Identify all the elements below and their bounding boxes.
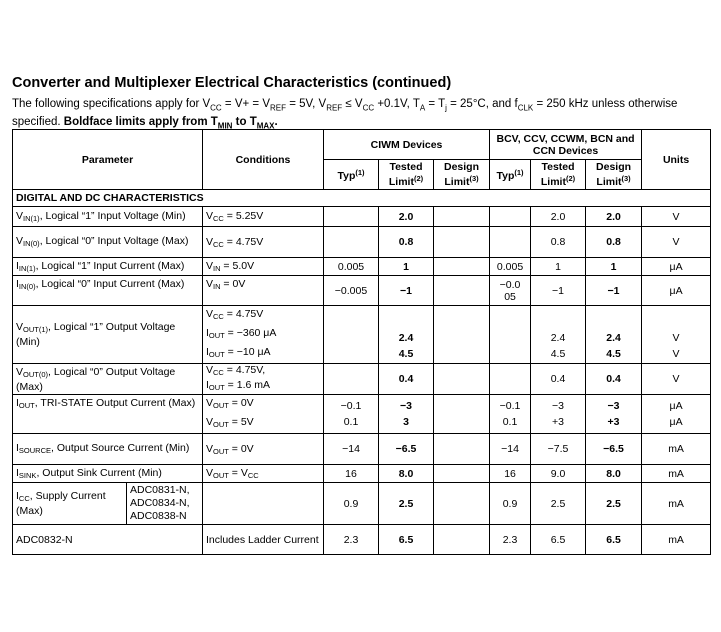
table-cell: 0.4 — [586, 364, 642, 395]
cond-iout: $V_{OUT} = 0V$ $V_{OUT} = 5V$ — [203, 395, 324, 434]
table-row — [13, 483, 711, 525]
table-cell — [434, 483, 490, 525]
param-vin1: $V_{IN(1)}$, Logical “1” Input Voltage (Min) — [13, 207, 203, 227]
table-cell: mA — [642, 525, 711, 555]
param-isource: $I_{SOURCE}$, Output Source Current (Min) — [13, 434, 203, 465]
table-row — [13, 258, 711, 276]
table-cell: mA — [642, 483, 711, 525]
table-cell: 0.005 — [490, 258, 531, 276]
table-row — [13, 434, 711, 465]
cond-vout0: $V_{CC} = 4.75V$, $I_{OUT} = 1.6$ mA — [203, 364, 324, 395]
table-cell — [324, 306, 379, 364]
table-cell: 2.0 — [586, 207, 642, 227]
table-cell: μA μA — [642, 395, 711, 434]
table-cell — [434, 306, 490, 364]
header-bcv-devices: BCV, CCV, CCWM, BCN and CCN Devices — [490, 130, 642, 160]
table-row — [13, 525, 711, 555]
spec-table — [12, 129, 711, 555]
table-cell: 6.5 — [379, 525, 434, 555]
table-row — [13, 207, 711, 227]
header-bcv-tested: Tested Limit$^{(2)}$ — [531, 160, 586, 190]
table-cell: 1 — [586, 258, 642, 276]
table-cell: 0.8 — [379, 227, 434, 258]
table-cell — [434, 525, 490, 555]
table-cell — [434, 395, 490, 434]
table-cell — [490, 207, 531, 227]
table-cell: 0.8 — [531, 227, 586, 258]
section-heading: DIGITAL AND DC CHARACTERISTICS — [13, 190, 711, 207]
param-adc0832: ADC0832-N — [13, 525, 203, 555]
page-title: Converter and Multiplexer Electrical Characteristics (continued) — [12, 75, 452, 91]
table-cell: −0.005 — [490, 276, 531, 306]
table-cell — [434, 434, 490, 465]
param-isink: $I_{SINK}$, Output Sink Current (Min) — [13, 465, 203, 483]
cond-vin0: $V_{CC} = 4.75V$ — [203, 227, 324, 258]
table-cell — [434, 465, 490, 483]
table-cell: 8.0 — [379, 465, 434, 483]
table-cell: 2.4 4.5 — [531, 306, 586, 364]
cond-isource: $V_{OUT} = 0V$ — [203, 434, 324, 465]
table-cell — [490, 227, 531, 258]
table-cell: 8.0 — [586, 465, 642, 483]
table-cell: 16 — [324, 465, 379, 483]
table-cell: −6.5 — [586, 434, 642, 465]
table-cell: 9.0 — [531, 465, 586, 483]
header-parameter: Parameter — [13, 130, 203, 190]
table-cell: μA — [642, 276, 711, 306]
table-cell: 6.5 — [586, 525, 642, 555]
param-vin0: $V_{IN(0)}$, Logical “0” Input Voltage (Max) — [13, 227, 203, 258]
table-cell: −1 — [586, 276, 642, 306]
table-cell: 1 — [531, 258, 586, 276]
table-cell: V — [642, 227, 711, 258]
table-cell: 2.5 — [379, 483, 434, 525]
param-vout1: $V_{OUT(1)}$, Logical “1” Output Voltage (Min) — [13, 306, 203, 364]
table-cell: −7.5 — [531, 434, 586, 465]
table-cell: −3 +3 — [586, 395, 642, 434]
cond-vin1: $V_{CC} = 5.25V$ — [203, 207, 324, 227]
table-cell: 2.0 — [379, 207, 434, 227]
header-units: Units — [642, 130, 711, 190]
table-cell: 0.9 — [490, 483, 531, 525]
intro-paragraph: The following specifications apply for $V_{CC} = V+ = V_{REF} = 5V$, $V_{REF} \le V_{CC} +0.1V$, $T_A = T_j = 25^\circ C$, and $f_{CLK} = 250$ kHz unless otherwise specified. Boldface limits apply from $T_{MIN}$ to $T_{MAX}$. — [12, 98, 678, 131]
table-cell: −3 3 — [379, 395, 434, 434]
table-cell: 2.4 4.5 — [586, 306, 642, 364]
table-cell: V — [642, 364, 711, 395]
table-cell — [490, 306, 531, 364]
table-cell: −1 — [379, 276, 434, 306]
table-cell: −14 — [324, 434, 379, 465]
table-cell: 2.3 — [490, 525, 531, 555]
table-cell: 16 — [490, 465, 531, 483]
param-iin0: $I_{IN(0)}$, Logical “0” Input Current (Max) — [13, 276, 203, 306]
table-cell: 0.8 — [586, 227, 642, 258]
table-row — [13, 306, 711, 364]
table-row — [13, 465, 711, 483]
cond-iin1: $V_{IN} = 5.0V$ — [203, 258, 324, 276]
table-row — [13, 276, 711, 306]
param-icc-devices: ADC0831-N, ADC0834-N, ADC0838-N — [127, 483, 203, 525]
table-cell: 0.9 — [324, 483, 379, 525]
header-ciwm-devices: CIWM Devices — [324, 130, 490, 160]
table-cell: −1 — [531, 276, 586, 306]
cond-adc0832: Includes Ladder Current — [203, 525, 324, 555]
table-cell — [324, 207, 379, 227]
table-cell: −6.5 — [379, 434, 434, 465]
table-cell: 0.4 — [379, 364, 434, 395]
header-ciwm-typ: Typ$^{(1)}$ — [324, 160, 379, 190]
header-ciwm-tested: Tested Limit$^{(2)}$ — [379, 160, 434, 190]
cond-iin0: $V_{IN} = 0V$ — [203, 276, 324, 306]
table-cell: 2.0 — [531, 207, 586, 227]
table-cell: μA — [642, 258, 711, 276]
table-cell: −0.1 0.1 — [324, 395, 379, 434]
header-bcv-design: Design Limit$^{(3)}$ — [586, 160, 642, 190]
cond-vout1: $V_{CC} = 4.75V$ $I_{OUT} = -360$ μA $I_{OUT} = -10$ μA — [203, 306, 324, 364]
table-cell — [434, 207, 490, 227]
param-icc: $I_{CC}$, Supply Current (Max) — [13, 483, 127, 525]
cond-icc — [203, 483, 324, 525]
cond-isink: $V_{OUT} = V_{CC}$ — [203, 465, 324, 483]
table-cell — [490, 364, 531, 395]
table-cell: V V — [642, 306, 711, 364]
header-ciwm-design: Design Limit$^{(3)}$ — [434, 160, 490, 190]
table-cell: 2.5 — [586, 483, 642, 525]
table-cell: 0.005 — [324, 258, 379, 276]
table-cell — [434, 258, 490, 276]
table-row — [13, 364, 711, 395]
table-cell — [434, 227, 490, 258]
table-cell: −0.1 0.1 — [490, 395, 531, 434]
table-cell: V — [642, 207, 711, 227]
table-cell: 2.3 — [324, 525, 379, 555]
table-row — [13, 227, 711, 258]
table-cell: mA — [642, 434, 711, 465]
table-cell: 1 — [379, 258, 434, 276]
table-cell: 2.5 — [531, 483, 586, 525]
header-bcv-typ: Typ$^{(1)}$ — [490, 160, 531, 190]
table-cell: −3 +3 — [531, 395, 586, 434]
table-cell: 0.4 — [531, 364, 586, 395]
param-vout0: $V_{OUT(0)}$, Logical “0” Output Voltage (Max) — [13, 364, 203, 395]
table-cell: 2.4 4.5 — [379, 306, 434, 364]
table-cell — [324, 227, 379, 258]
table-cell — [434, 276, 490, 306]
table-cell — [324, 364, 379, 395]
table-cell — [434, 364, 490, 395]
table-row — [13, 395, 711, 434]
table-cell: −0.005 — [324, 276, 379, 306]
table-cell: 6.5 — [531, 525, 586, 555]
param-iin1: $I_{IN(1)}$, Logical “1” Input Current (Max) — [13, 258, 203, 276]
table-cell: −14 — [490, 434, 531, 465]
header-conditions: Conditions — [203, 130, 324, 190]
table-cell: mA — [642, 465, 711, 483]
param-iout: $I_{OUT}$, TRI-STATE Output Current (Max) — [13, 395, 203, 434]
